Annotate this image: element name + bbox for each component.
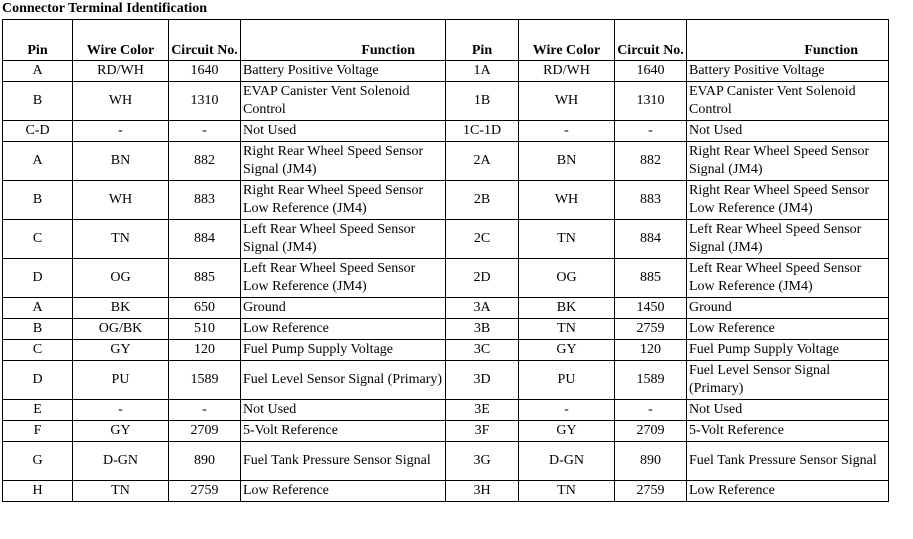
function-cell: Right Rear Wheel Speed Sensor Low Reference (JM4) [241,181,446,220]
wire-color-cell: D-GN [519,442,615,481]
pin-cell: 3H [446,481,519,502]
function-cell: Fuel Tank Pressure Sensor Signal [241,442,446,481]
pin-cell: 2B [446,181,519,220]
header-wire-color: Wire Color [519,20,615,61]
table-row [3,421,889,442]
wire-color-cell: GY [73,340,169,361]
pin-cell: 3E [446,400,519,421]
header-pin: Pin [446,20,519,61]
function-cell: Not Used [687,121,889,142]
header-circuit-no: Circuit No. [615,20,687,61]
header-function: Function [687,20,889,61]
wire-color-cell: TN [519,319,615,340]
table-header-row [3,20,889,61]
pin-cell: 3A [446,298,519,319]
function-cell: Low Reference [687,481,889,502]
pin-cell: 2A [446,142,519,181]
pin-cell: 3B [446,319,519,340]
circuit-no-cell: 2759 [169,481,241,502]
wire-color-cell: WH [73,82,169,121]
circuit-no-cell: 2709 [169,421,241,442]
function-cell: 5-Volt Reference [687,421,889,442]
pin-cell: 2C [446,220,519,259]
circuit-no-cell: 882 [169,142,241,181]
wire-color-cell: TN [73,481,169,502]
function-cell: Left Rear Wheel Speed Sensor Low Reference (JM4) [687,259,889,298]
wire-color-cell: - [519,400,615,421]
wire-color-cell: OG/BK [73,319,169,340]
wire-color-cell: GY [73,421,169,442]
pin-cell: G [3,442,73,481]
wire-color-cell: GY [519,421,615,442]
table-row [3,82,889,121]
wire-color-cell: OG [73,259,169,298]
function-cell: Not Used [241,400,446,421]
pin-cell: B [3,82,73,121]
function-cell: Battery Positive Voltage [241,61,446,82]
pin-cell: A [3,298,73,319]
table-row [3,361,889,400]
pin-cell: E [3,400,73,421]
pin-cell: 3D [446,361,519,400]
function-cell: Battery Positive Voltage [687,61,889,82]
pin-cell: B [3,181,73,220]
pin-cell: B [3,319,73,340]
pin-cell: 1C-1D [446,121,519,142]
pin-cell: D [3,259,73,298]
circuit-no-cell: 2759 [615,481,687,502]
pin-cell: 2D [446,259,519,298]
header-pin: Pin [3,20,73,61]
wire-color-cell: PU [519,361,615,400]
pin-cell: 1B [446,82,519,121]
wire-color-cell: TN [73,220,169,259]
function-cell: Fuel Level Sensor Signal (Primary) [687,361,889,400]
circuit-no-cell: - [615,121,687,142]
table-row [3,259,889,298]
circuit-no-cell: - [169,400,241,421]
function-cell: 5-Volt Reference [241,421,446,442]
circuit-no-cell: 120 [615,340,687,361]
pin-cell: A [3,61,73,82]
table-row [3,181,889,220]
wire-color-cell: OG [519,259,615,298]
circuit-no-cell: 1450 [615,298,687,319]
header-circuit-no: Circuit No. [169,20,241,61]
function-cell: EVAP Canister Vent Solenoid Control [687,82,889,121]
wire-color-cell: RD/WH [73,61,169,82]
header-wire-color: Wire Color [73,20,169,61]
wire-color-cell: BN [73,142,169,181]
table-row [3,298,889,319]
function-cell: Right Rear Wheel Speed Sensor Signal (JM4) [241,142,446,181]
table-row [3,481,889,502]
pin-cell: D [3,361,73,400]
pin-cell: H [3,481,73,502]
function-cell: Fuel Pump Supply Voltage [241,340,446,361]
circuit-no-cell: 884 [615,220,687,259]
pin-cell: C [3,340,73,361]
circuit-no-cell: 1640 [169,61,241,82]
wire-color-cell: BK [73,298,169,319]
table-row [3,220,889,259]
wire-color-cell: - [73,121,169,142]
function-cell: Left Rear Wheel Speed Sensor Low Reference (JM4) [241,259,446,298]
function-cell: Low Reference [241,319,446,340]
table-row [3,400,889,421]
circuit-no-cell: 2709 [615,421,687,442]
function-cell: Left Rear Wheel Speed Sensor Signal (JM4) [687,220,889,259]
circuit-no-cell: 510 [169,319,241,340]
circuit-no-cell: 1310 [615,82,687,121]
wire-color-cell: - [519,121,615,142]
circuit-no-cell: 650 [169,298,241,319]
circuit-no-cell: 890 [615,442,687,481]
function-cell: Low Reference [687,319,889,340]
circuit-no-cell: 885 [615,259,687,298]
wire-color-cell: - [73,400,169,421]
table-row [3,442,889,481]
table-row [3,61,889,82]
pin-cell: 1A [446,61,519,82]
circuit-no-cell: - [169,121,241,142]
wire-color-cell: TN [519,220,615,259]
circuit-no-cell: 883 [169,181,241,220]
function-cell: Fuel Level Sensor Signal (Primary) [241,361,446,400]
wire-color-cell: PU [73,361,169,400]
connector-terminal-table [2,19,889,502]
wire-color-cell: GY [519,340,615,361]
table-row [3,340,889,361]
function-cell: Right Rear Wheel Speed Sensor Low Reference (JM4) [687,181,889,220]
pin-cell: C [3,220,73,259]
wire-color-cell: RD/WH [519,61,615,82]
table-row [3,142,889,181]
circuit-no-cell: 2759 [615,319,687,340]
pin-cell: A [3,142,73,181]
circuit-no-cell: 890 [169,442,241,481]
function-cell: Left Rear Wheel Speed Sensor Signal (JM4) [241,220,446,259]
circuit-no-cell: - [615,400,687,421]
wire-color-cell: WH [519,181,615,220]
circuit-no-cell: 884 [169,220,241,259]
function-cell: Ground [687,298,889,319]
table-row [3,121,889,142]
function-cell: Fuel Tank Pressure Sensor Signal [687,442,889,481]
function-cell: Low Reference [241,481,446,502]
wire-color-cell: WH [73,181,169,220]
function-cell: Ground [241,298,446,319]
wire-color-cell: TN [519,481,615,502]
function-cell: Not Used [687,400,889,421]
pin-cell: C-D [3,121,73,142]
circuit-no-cell: 882 [615,142,687,181]
circuit-no-cell: 120 [169,340,241,361]
wire-color-cell: BN [519,142,615,181]
circuit-no-cell: 1589 [169,361,241,400]
wire-color-cell: D-GN [73,442,169,481]
table-row [3,319,889,340]
page-title: Connector Terminal Identification [2,1,208,16]
wire-color-cell: WH [519,82,615,121]
circuit-no-cell: 885 [169,259,241,298]
function-cell: Right Rear Wheel Speed Sensor Signal (JM4) [687,142,889,181]
pin-cell: F [3,421,73,442]
wire-color-cell: BK [519,298,615,319]
function-cell: EVAP Canister Vent Solenoid Control [241,82,446,121]
header-function: Function [241,20,446,61]
circuit-no-cell: 1589 [615,361,687,400]
circuit-no-cell: 1310 [169,82,241,121]
function-cell: Not Used [241,121,446,142]
circuit-no-cell: 1640 [615,61,687,82]
pin-cell: 3F [446,421,519,442]
pin-cell: 3C [446,340,519,361]
pin-cell: 3G [446,442,519,481]
function-cell: Fuel Pump Supply Voltage [687,340,889,361]
circuit-no-cell: 883 [615,181,687,220]
